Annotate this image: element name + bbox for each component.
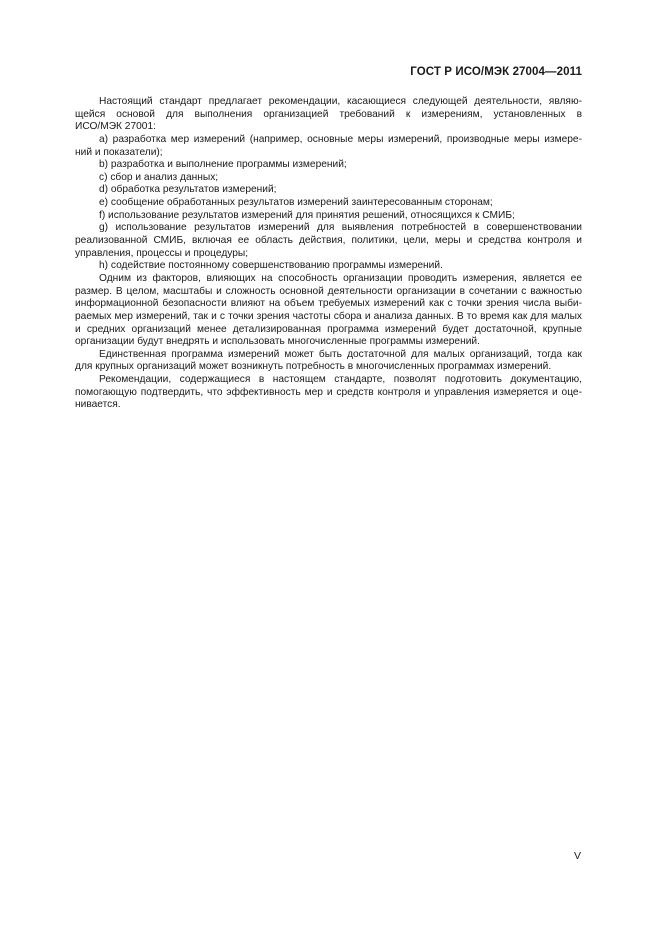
text-line: e) сообщение обработанных результатов измерений заинтересованным сторонам; <box>99 197 493 209</box>
text-line: размер. В целом, масштабы и сложность основной деятельности организации в сочетании с важностью <box>75 285 582 297</box>
text-line: h) содействие постоянному совершенствованию программы измерений. <box>99 260 443 272</box>
text-line: реализованной СМИБ, включая ее область действия, политики, цели, меры и средства контроля и <box>75 235 582 247</box>
text-line: Единственная программа измерений может быть достаточной для малых организаций, тогда как <box>99 348 582 360</box>
text-line: f) использование результатов измерений для принятия решений, относящихся к СМИБ; <box>99 209 515 221</box>
text-line: помогающую подтвердить, что эффективность мер и средств контроля и управления измеряется и оце- <box>75 386 582 398</box>
text-line: организации будут внедрять и использовать многочисленные программы измерений. <box>75 336 480 348</box>
document-body <box>75 96 582 412</box>
text-line: a) разработка мер измерений (например, основные меры измерений, производные меры измере- <box>99 133 582 145</box>
text-line: d) обработка результатов измерений; <box>99 184 277 196</box>
text-line: ний и показатели); <box>75 146 163 158</box>
text-line: управления, процессы и процедуры; <box>75 247 249 259</box>
page-number: V <box>573 850 581 862</box>
text-line: c) сбор и анализ данных; <box>99 171 219 183</box>
text-line: раемых мер измерений, так и с точки зрения частоты сбора и анализа данных. В то время как для малых <box>75 310 582 322</box>
text-line: нивается. <box>75 399 121 411</box>
text-line: Настоящий стандарт предлагает рекомендации, касающиеся следующей деятельности, являю- <box>99 96 582 107</box>
text-line: для крупных организаций может возникнуть потребность в многочисленных программах измерений. <box>75 361 552 373</box>
text-line: b) разработка и выполнение программы измерений; <box>99 159 347 171</box>
text-line: Рекомендации, содержащиеся в настоящем стандарте, позволят подготовить документацию, <box>99 374 582 386</box>
text-line: Одним из факторов, влияющих на способность организации проводить измерения, является ее <box>99 272 582 284</box>
text-line: g) использование результатов измерений для выявления потребностей в совершенствовании <box>99 222 582 234</box>
document-header-standard-code: ГОСТ Р ИСО/МЭК 27004—2011 <box>410 66 582 78</box>
text-line: щейся основой для выполнения организацией требований к измерениям, установленных в <box>75 108 582 120</box>
text-line: ИСО/МЭК 27001: <box>75 121 156 133</box>
text-line: информационной безопасности влияют на объем требуемых измерений как с точки зрения числа выби- <box>75 298 582 310</box>
text-line: и средних организаций менее детализированная программа измерений будет достаточной, крупные <box>75 323 582 335</box>
